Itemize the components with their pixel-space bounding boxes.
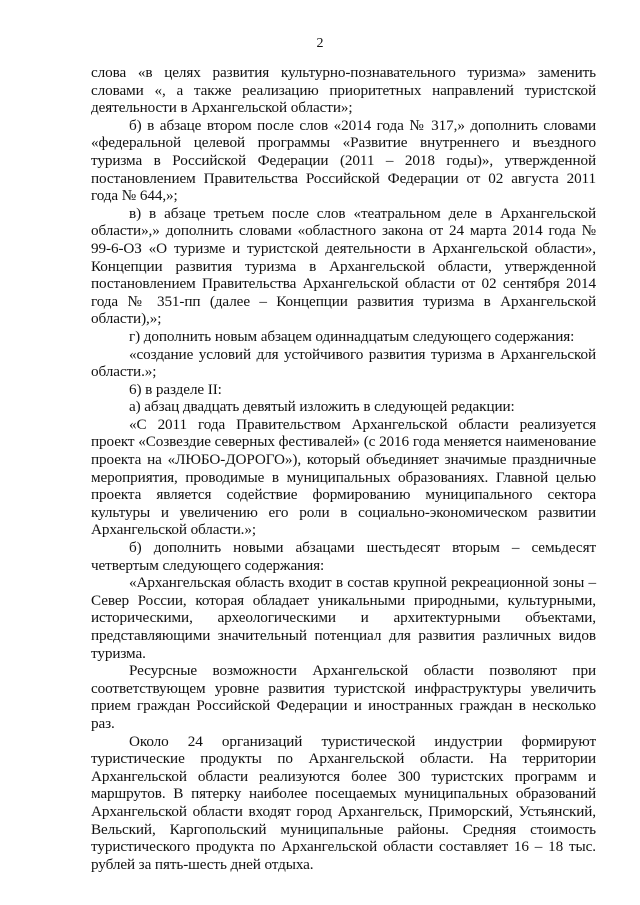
paragraph: б) в абзаце втором после слов «2014 года № 317,» дополнить словами «федеральной целевой программы «Развитие внутреннего и въездного туризма в Российской Федерации (2011 – 2018 годы)», утвержденной постановлением Правительства Российской Федерации от 02 августа 2011 года № 644,»; [91, 116, 596, 205]
paragraph: 6) в разделе II: [129, 380, 222, 398]
paragraph: а) абзац двадцать девятый изложить в следующей редакции: [129, 398, 515, 416]
paragraph: г) дополнить новым абзацем одиннадцатым следующего содержания: [129, 327, 575, 345]
paragraph: «С 2011 года Правительством Архангельской области реализуется проект «Созвездие северных фестивалей» (с 2016 года меняется наименование проекта на «ЛЮБО-ДОРОГО»), который объединяет значимые праздничные мероприятия, проводимые в муниципальных образованиях. Главной целью проекта является содействие формированию муниципального сектора культуры и увеличению его роли в социально-экономическом развитии Архангельской области.»; [91, 415, 596, 539]
document-body [91, 64, 596, 873]
paragraph: «создание условий для устойчивого развития туризма в Архангельской области.»; [91, 345, 596, 381]
paragraph: б) дополнить новыми абзацами шестьдесят вторым – семьдесят четвертым следующего содержания: [91, 539, 596, 574]
paragraph: «Архангельская область входит в состав крупной рекреационной зоны – Север России, которая обладает уникальными природными, культурными, историческими, археологическими и архитектурными объектами, представляющими значительный потенциал для развития различных видов туризма. [91, 574, 596, 662]
paragraph: в) в абзаце третьем после слов «театральном деле в Архангельской области»,» дополнить словами «областного закона от 24 марта 2014 года № 99-6-ОЗ «О туризме и туристской деятельности в Архангельской области», Концепции развития туризма в Архангельской области, утвержденной постановлением Правительства Архангельской области от 02 сентября 2014 года № 351-пп (далее – Концепции развития туризма в Архангельской области),»; [91, 204, 596, 328]
paragraph: Ресурсные возможности Архангельской области позволяют при соответствующем уровне развития туристской инфраструктуры увеличить прием граждан Российской Федерации и иностранных граждан в несколько раз. [91, 662, 596, 732]
paragraph: слова «в целях развития культурно-познавательного туризма» заменить словами «, а также реализацию приоритетных направлений туристской деятельности в Архангельской области»; [91, 64, 596, 117]
paragraph: Около 24 организаций туристической индустрии формируют туристические продукты по Архангельской области. На территории Архангельской области реализуются более 300 туристских программ и маршрутов. В пятерку наиболее посещаемых муниципальных образований Архангельской области входят город Архангельск, Приморский, Устьянский, Вельский, Каргопольский муниципальные районы. Средняя стоимость туристического продукта по Архангельской области составляет 16 – 18 тыс. рублей за пять-шесть дней отдыха. [91, 732, 596, 873]
page-number: 2 [316, 36, 324, 51]
